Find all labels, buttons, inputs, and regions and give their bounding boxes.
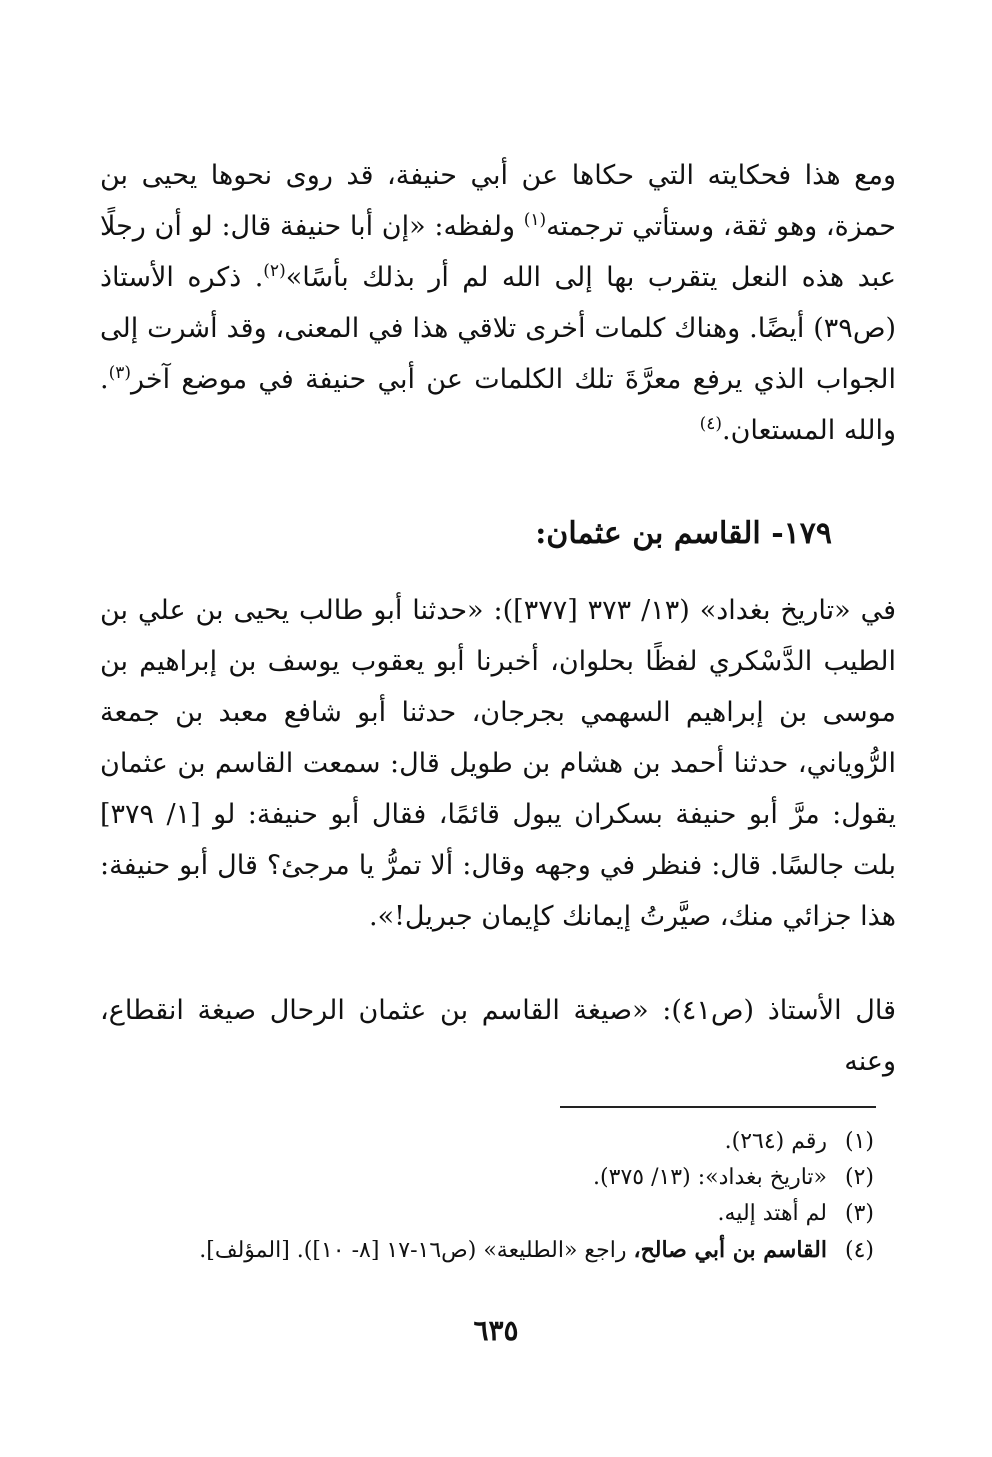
footnote-4	[114, 1232, 874, 1269]
paragraph-1-text	[100, 150, 896, 456]
paragraph-1-part-1: ومع هذا فحكايته التي حكاها عن أبي حنيفة، قد روى نحوها يحيى بن حمزة، وهو ثقة، وستأتي ترجمته	[100, 160, 896, 242]
footnote-bold-text: القاسم بن أبي صالح،	[633, 1237, 827, 1263]
footnote-ref-1: (١)	[523, 210, 547, 230]
page-number: ٦٣٥	[473, 1314, 519, 1347]
footnote-ref-3: (٣)	[108, 363, 132, 383]
footnote-3	[114, 1196, 874, 1232]
footnote-2	[114, 1160, 874, 1196]
footnote-ref-4: (٤)	[699, 414, 722, 434]
footnote-number: (١)	[844, 1129, 874, 1154]
entry-heading: ١٧٩- القاسم بن عثمان:	[535, 516, 832, 551]
footnote-number: (٤)	[844, 1238, 874, 1263]
footnote-1	[114, 1124, 874, 1160]
footnote-text: لم أهتد إليه.	[717, 1201, 827, 1226]
paragraph-2	[100, 585, 896, 942]
paragraph-3-text: قال الأستاذ (ص٤١): «صيغة القاسم بن عثمان الرحال صيغة انقطاع، وعنه	[100, 995, 896, 1077]
footnotes	[114, 1124, 874, 1269]
paragraph-3	[100, 985, 896, 1087]
footnote-text: راجع «الطليعة» (ص١٦-١٧ [٨- ١٠]). [المؤلف].	[199, 1238, 634, 1263]
footnote-number: (٢)	[844, 1165, 874, 1190]
paragraph-2-text: في «تاريخ بغداد» (١٣/ ٣٧٣ [٣٧٧]): «حدثنا أبو طالب يحيى بن علي بن الطيب الدَّسْكري لفظًا بحلوان، أخبرنا أبو يعقوب يوسف بن إبراهيم بن موسى بن إبراهيم السهمي بجرجان، حدثنا أبو شافع معبد بن جمعة الرُّوياني، حدثنا أحمد بن هشام بن طويل قال: سمعت القاسم بن عثمان يقول: مرَّ أبو حنيفة بسكران يبول قائمًا، فقال أبو حنيفة: لو [١/ ٣٧٩] بلت جالسًا. قال: فنظر في وجهه وقال: ألا تمرُّ يا مرجئ؟ قال أبو حنيفة: هذا جزائي منك، صيَّرتُ إيمانك كإيمان جبريل!».	[100, 595, 896, 932]
footnote-text: «تاريخ بغداد»: (١٣/ ٣٧٥).	[593, 1165, 827, 1190]
paragraph-1	[100, 150, 896, 456]
footnote-text: رقم (٢٦٤).	[724, 1129, 827, 1154]
footnote-divider	[560, 1106, 876, 1108]
footnote-ref-2: (٢)	[263, 261, 286, 281]
paragraph-1-part-3: . ذكره الأستاذ (ص٣٩) أيضًا. وهناك كلمات أخرى تلاقي هذا في المعنى، وقد أشرت إلى الجواب الذي يرفع معرَّةَ تلك الكلمات عن أبي حنيفة في موضع آخر	[100, 262, 896, 395]
paragraph-1-part-4: . والله المستعان.	[100, 364, 896, 446]
footnote-number: (٣)	[844, 1201, 874, 1226]
paragraph-1-part-2: ولفظه: «إن أبا حنيفة قال: لو أن رجلًا عبد هذه النعل يتقرب بها إلى الله لم أر بذلك بأسًا»	[100, 211, 896, 293]
